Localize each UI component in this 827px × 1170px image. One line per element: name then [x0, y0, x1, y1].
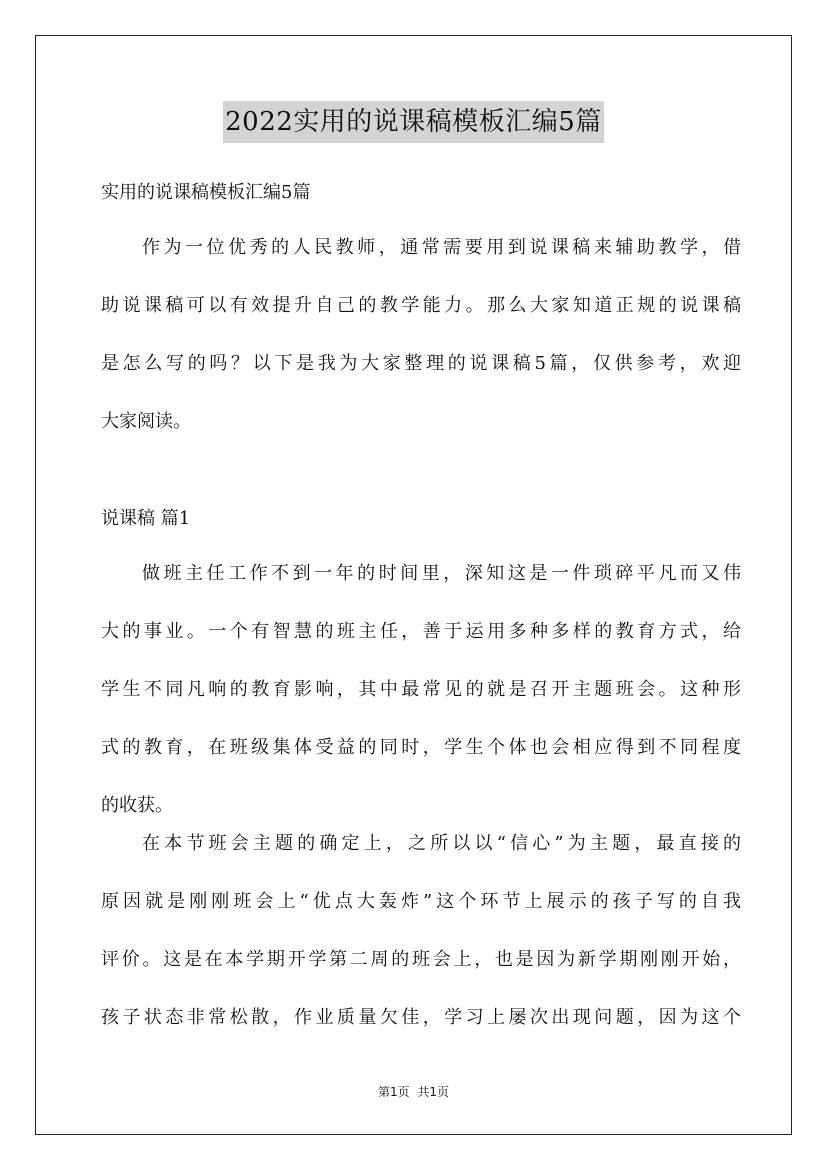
page-total: 共1页	[417, 1085, 450, 1099]
paragraph-line: 原因就是刚刚班会上“优点大轰炸”这个环节上展示的孩子写的自我	[101, 891, 741, 912]
paragraph-line: 大家阅读。	[101, 411, 191, 432]
page-number: 第1页	[377, 1085, 410, 1099]
paragraph-line: 孩子状态非常松散，作业质量欠佳，学习上屡次出现问题，因为这个	[101, 1007, 741, 1028]
paragraph-line: 的收获。	[101, 795, 173, 816]
page-footer	[0, 1083, 827, 1100]
section-heading: 说课稿 篇1	[101, 508, 191, 529]
paragraph-line: 大的事业。一个有智慧的班主任，善于运用多种多样的教育方式，给	[101, 621, 741, 642]
title-container	[0, 101, 827, 143]
section-paragraph-1	[101, 545, 741, 835]
paragraph-line: 助说课稿可以有效提升自己的教学能力。那么大家知道正规的说课稿	[101, 295, 741, 316]
paragraph-line: 学生不同凡响的教育影响，其中最常见的就是召开主题班会。这种形	[101, 679, 741, 700]
paragraph-line: 作为一位优秀的人民教师，通常需要用到说课稿来辅助教学，借	[142, 237, 741, 258]
section-paragraph-2	[101, 815, 741, 1047]
intro-paragraph	[101, 219, 741, 451]
paragraph-line: 做班主任工作不到一年的时间里，深知这是一件琐碎平凡而又伟	[142, 563, 741, 584]
paragraph-line: 是怎么写的吗？以下是我为大家整理的说课稿5篇，仅供参考，欢迎	[101, 353, 741, 374]
paragraph-line: 评价。这是在本学期开学第二周的班会上，也是因为新学期刚刚开始，	[101, 949, 741, 970]
paragraph-line: 式的教育，在班级集体受益的同时，学生个体也会相应得到不同程度	[101, 737, 741, 758]
document-title: 2022实用的说课稿模板汇编5篇	[223, 101, 604, 143]
document-subtitle: 实用的说课稿模板汇编5篇	[101, 182, 311, 203]
paragraph-line: 在本节班会主题的确定上，之所以以“信心”为主题，最直接的	[142, 833, 741, 854]
